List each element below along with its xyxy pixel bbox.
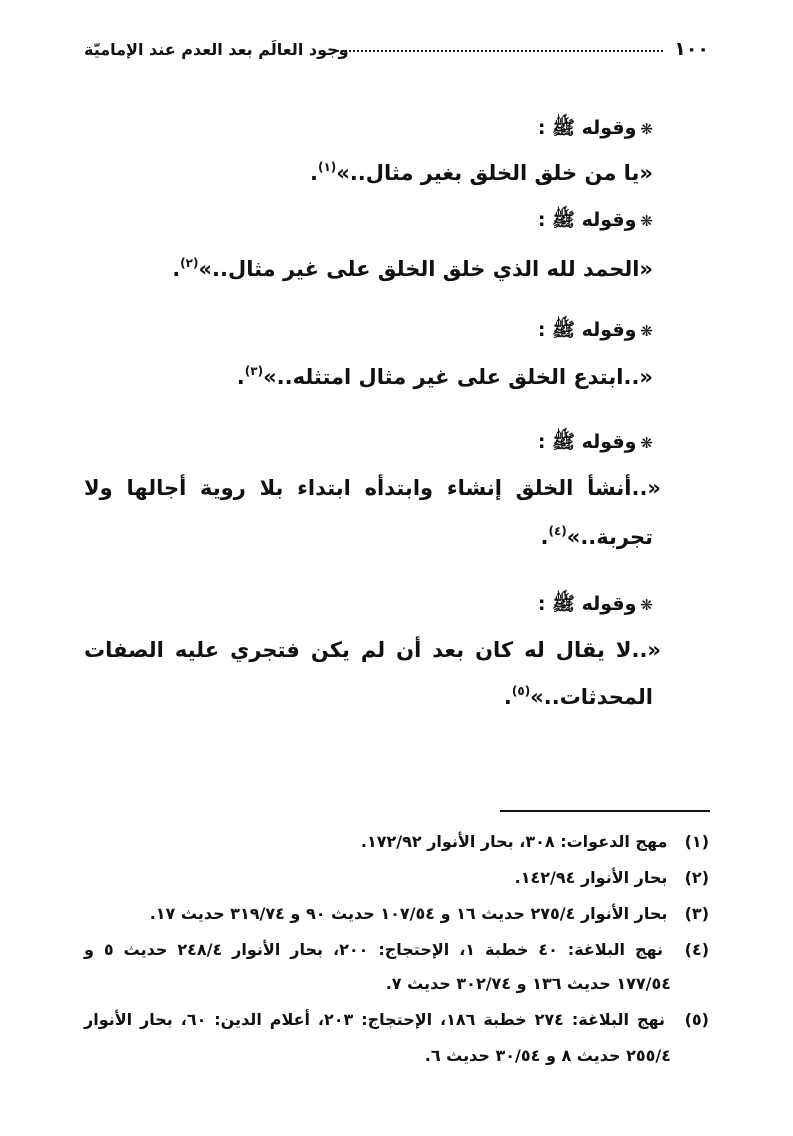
quote-intro-2: ❋وقوله ﷺ : — [537, 209, 653, 231]
footnote-number: (٣) — [684, 904, 709, 923]
asterisk-icon: ❋ — [640, 120, 653, 138]
footnote-4-line-1 — [84, 940, 709, 959]
asterisk-icon: ❋ — [640, 322, 653, 340]
footnote-text: نهج البلاغة: ٢٧٤ خطبة ١٨٦، الإحتجاج: ٢٠٣، أعلام الدين: ٦٠، بحار الأنوار — [84, 1010, 666, 1029]
header-dot-leader — [334, 50, 663, 52]
quote-intro-4: ❋وقوله ﷺ : — [537, 431, 653, 453]
footnote-2 — [515, 868, 709, 887]
footnote-1 — [361, 832, 709, 851]
page-number: ١٠٠ — [674, 38, 709, 60]
footnote-ref-5[interactable]: (٥) — [511, 684, 531, 698]
footnote-separator — [500, 810, 710, 812]
footnote-ref-3[interactable]: (٣) — [244, 364, 264, 378]
footnote-number: (٥) — [684, 1010, 709, 1029]
footnote-5-line-2: ٢٥٥/٤ حديث ٨ و ٣٠/٥٤ حديث ٦. — [424, 1046, 671, 1065]
footnote-text: بحار الأنوار ١٤٢/٩٤. — [514, 868, 668, 887]
footnote-text: نهج البلاغة: ٤٠ خطبة ١، الإحتجاج: ٢٠٠، بحار الأنوار ٢٤٨/٤ حديث ٥ و — [84, 940, 664, 959]
footnote-number: (٢) — [684, 868, 709, 887]
footnote-ref-1[interactable]: (١) — [317, 160, 337, 174]
quote-5-line-1: «..لا يقال له كان بعد أن لم يكن فتجري عليه الصفات — [84, 638, 661, 662]
footnote-number: (١) — [684, 832, 709, 851]
asterisk-icon: ❋ — [640, 434, 653, 452]
asterisk-icon: ❋ — [640, 596, 653, 614]
quote-5-line-2: المحدثات..»$^{(٥)}$. — [503, 684, 653, 709]
quote-3: «..ابتدع الخلق على غير مثال امتثله..»$^{(٣)}$. — [236, 364, 653, 389]
footnote-ref-2[interactable]: (٢) — [180, 256, 199, 270]
footnote-ref-4[interactable]: (٤) — [548, 524, 567, 538]
footnote-3 — [150, 904, 709, 923]
quote-intro-3: ❋وقوله ﷺ : — [537, 319, 653, 341]
footnote-text: مهج الدعوات: ٣٠٨، بحار الأنوار ١٧٢/٩٢. — [360, 832, 668, 851]
footnote-number: (٤) — [684, 940, 710, 959]
footnote-text: بحار الأنوار ٢٧٥/٤ حديث ١٦ و ١٠٧/٥٤ حديث ٩٠ و ٣١٩/٧٤ حديث ١٧. — [149, 904, 668, 923]
quote-4-line-1: «..أنشأ الخلق إنشاء وابتدأه ابتداء بلا روية أجالها ولا — [84, 476, 661, 500]
asterisk-icon: ❋ — [640, 212, 653, 230]
header-title: وجود العالَم بعد العدم عند الإماميّة — [84, 40, 349, 59]
footnote-5-line-1 — [84, 1010, 709, 1029]
quote-4-line-2: تجربة..»$^{(٤)}$. — [540, 524, 653, 549]
quote-2: «الحمد لله الذي خلق الخلق على غير مثال..»$^{(٢)}$. — [172, 256, 653, 281]
quote-intro-5: ❋وقوله ﷺ : — [537, 593, 653, 615]
quote-1: «يا من خلق الخلق بغير مثال..»$^{(١)}$. — [309, 160, 653, 185]
running-header — [84, 38, 709, 66]
footnote-4-line-2: ١٧٧/٥٤ حديث ١٣٦ و ٣٠٢/٧٤ حديث ٧. — [385, 974, 671, 993]
quote-intro-1: ❋وقوله ﷺ : — [537, 117, 653, 139]
